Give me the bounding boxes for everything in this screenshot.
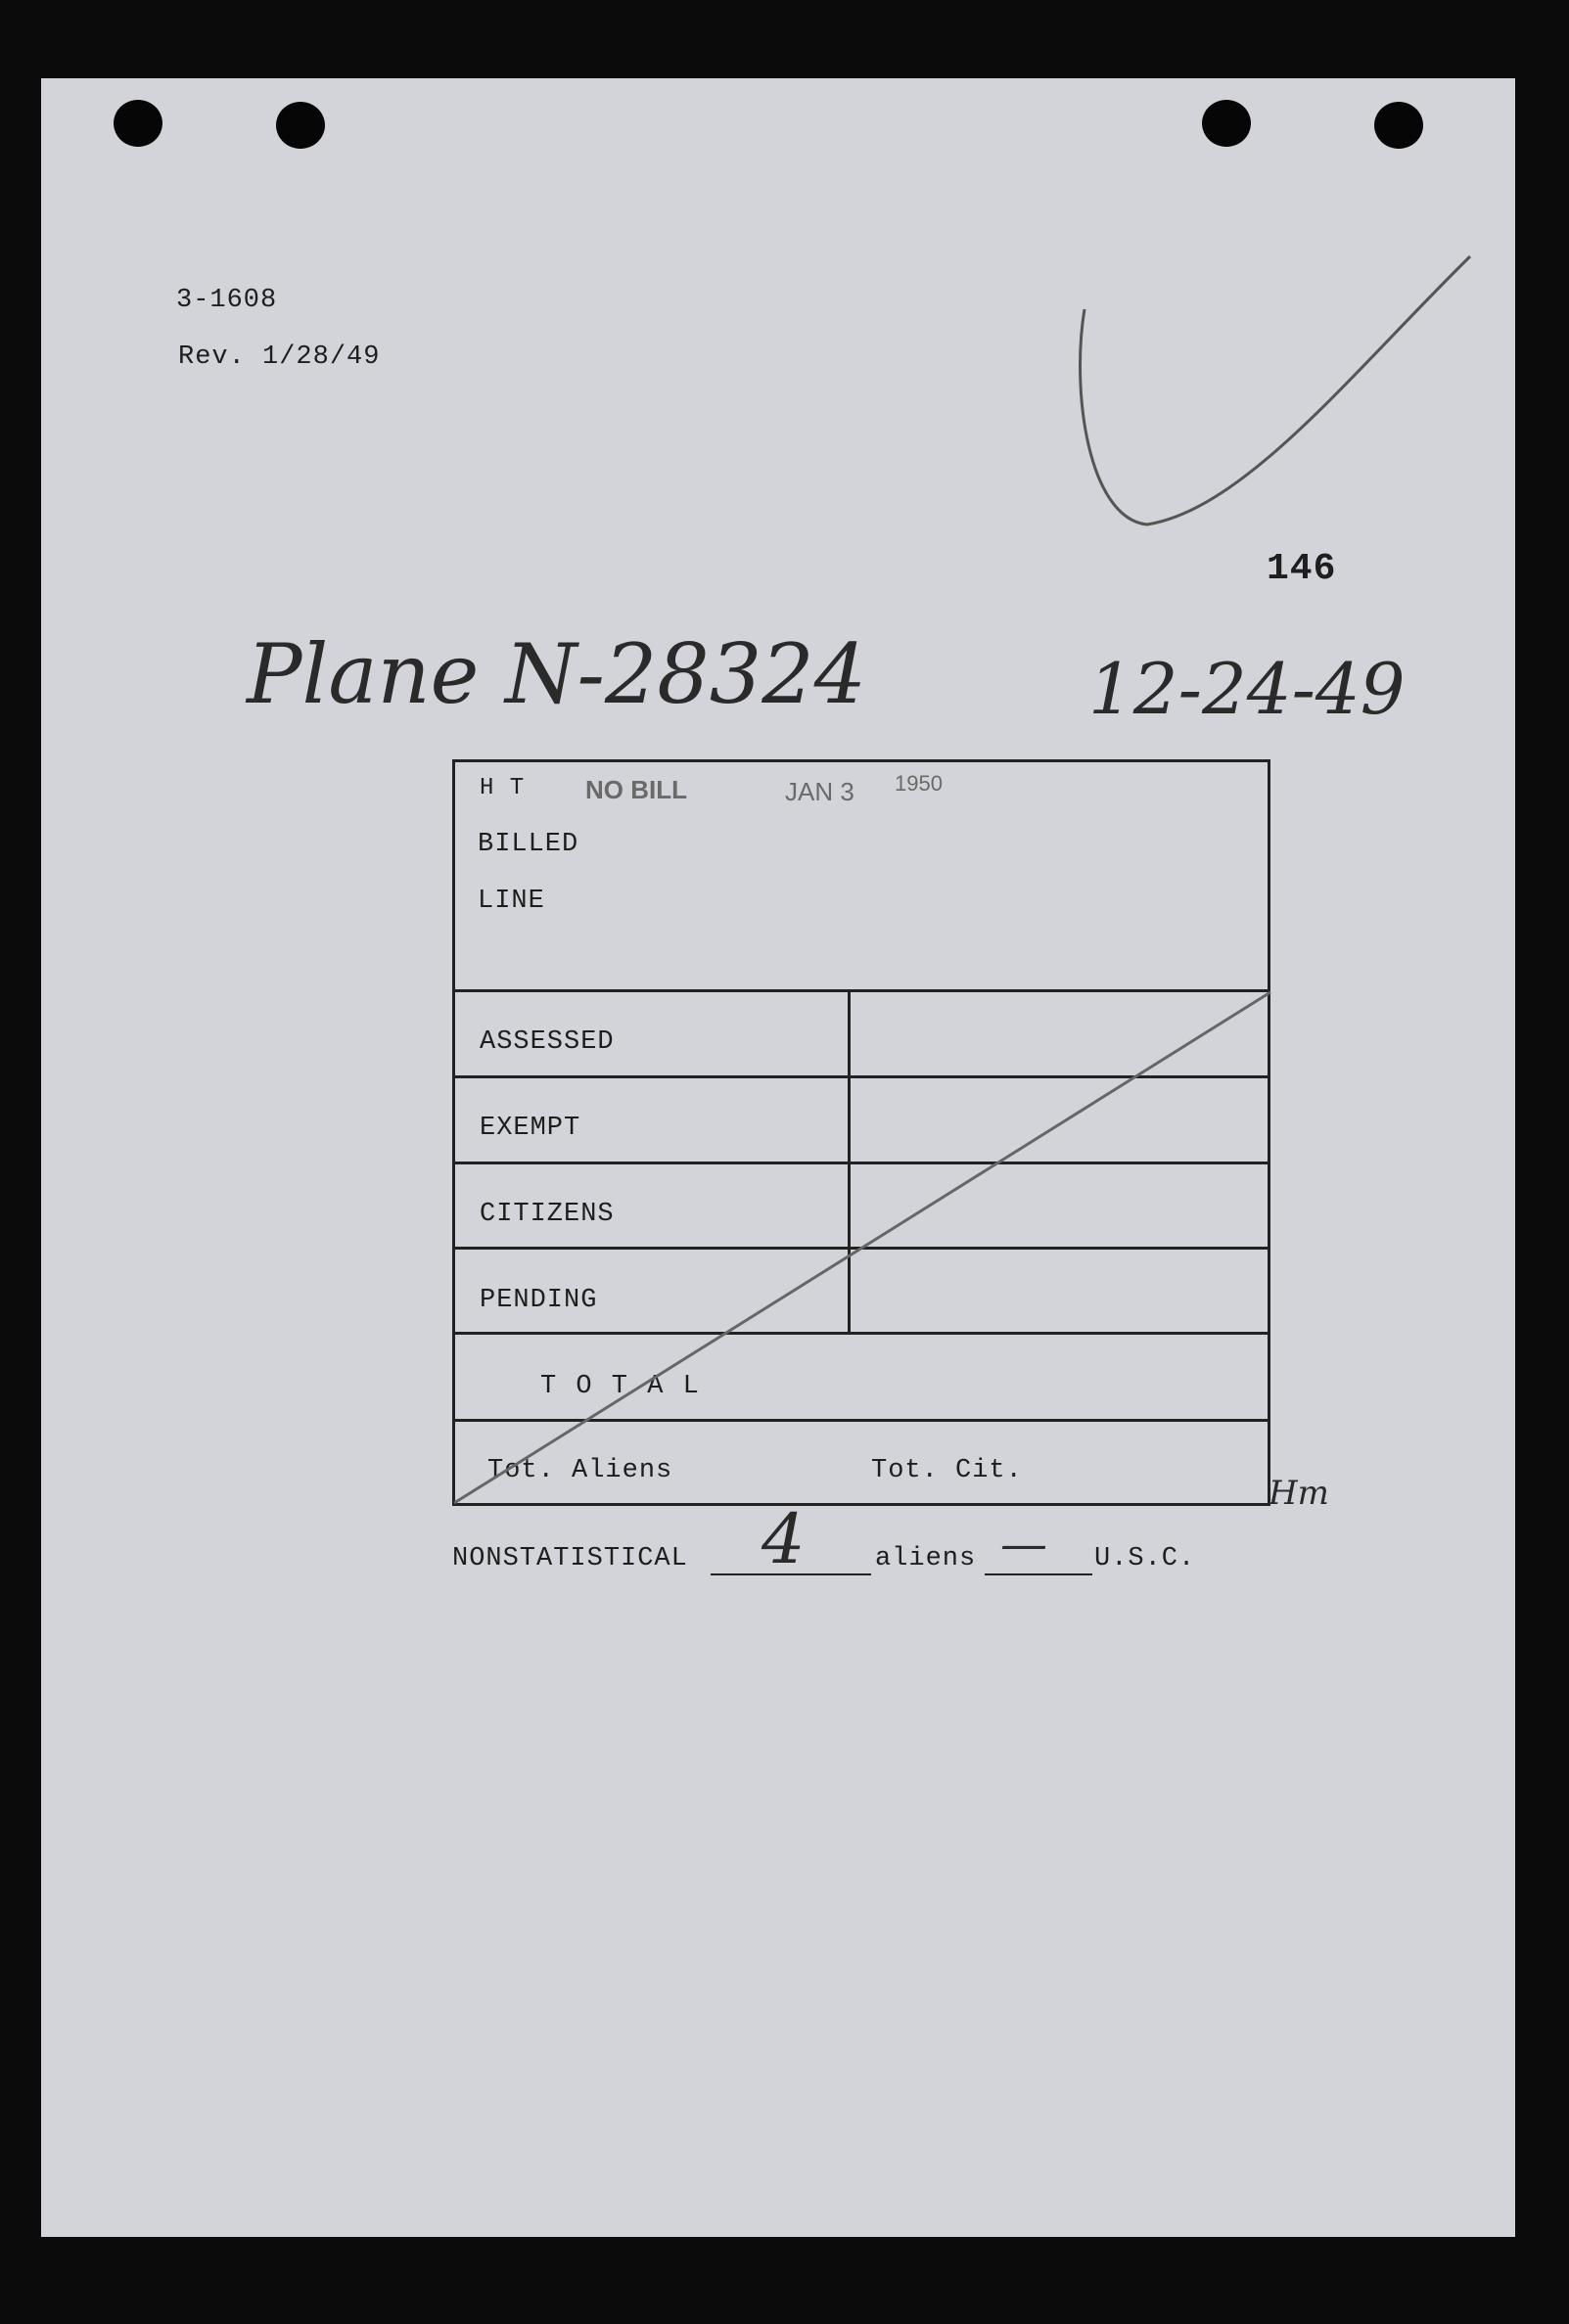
stamp-date: JAN 3 [785, 777, 854, 806]
stamp-year: 1950 [895, 771, 943, 796]
total-label: T O T A L [540, 1372, 701, 1401]
diagonal-strike [454, 992, 1270, 1503]
row-label-pending: PENDING [480, 1286, 598, 1315]
stamp-no-bill: NO BILL [585, 775, 687, 804]
row-label-ht: H T [480, 775, 526, 801]
aliens-label: aliens [875, 1544, 977, 1573]
handwritten-usc-count: — [1000, 1517, 1047, 1572]
document-page [41, 78, 1515, 2237]
handwritten-aliens-count: 4 [761, 1499, 806, 1579]
row-label-billed: BILLED [478, 830, 579, 859]
nonstatistical-label: NONSTATISTICAL [452, 1544, 688, 1573]
row-label-exempt: EXEMPT [480, 1114, 581, 1143]
usc-label: U.S.C. [1094, 1544, 1196, 1573]
row-label-assessed: ASSESSED [480, 1027, 615, 1057]
row-label-line: LINE [478, 887, 545, 916]
row-label-citizens: CITIZENS [480, 1200, 615, 1229]
pencil-marks [41, 78, 1515, 2237]
form-number: 3-1608 [176, 286, 278, 315]
tot-cit-label: Tot. Cit. [871, 1456, 1023, 1485]
handwritten-date: 12-24-49 [1088, 648, 1406, 730]
page-number: 146 [1267, 548, 1337, 590]
handwritten-vessel: Plane N-28324 [247, 626, 867, 722]
handwritten-initials: Hm [1269, 1474, 1329, 1513]
tot-aliens-label: Tot. Aliens [487, 1456, 673, 1485]
check-mark [1081, 256, 1470, 524]
revision-date: Rev. 1/28/49 [178, 342, 381, 372]
